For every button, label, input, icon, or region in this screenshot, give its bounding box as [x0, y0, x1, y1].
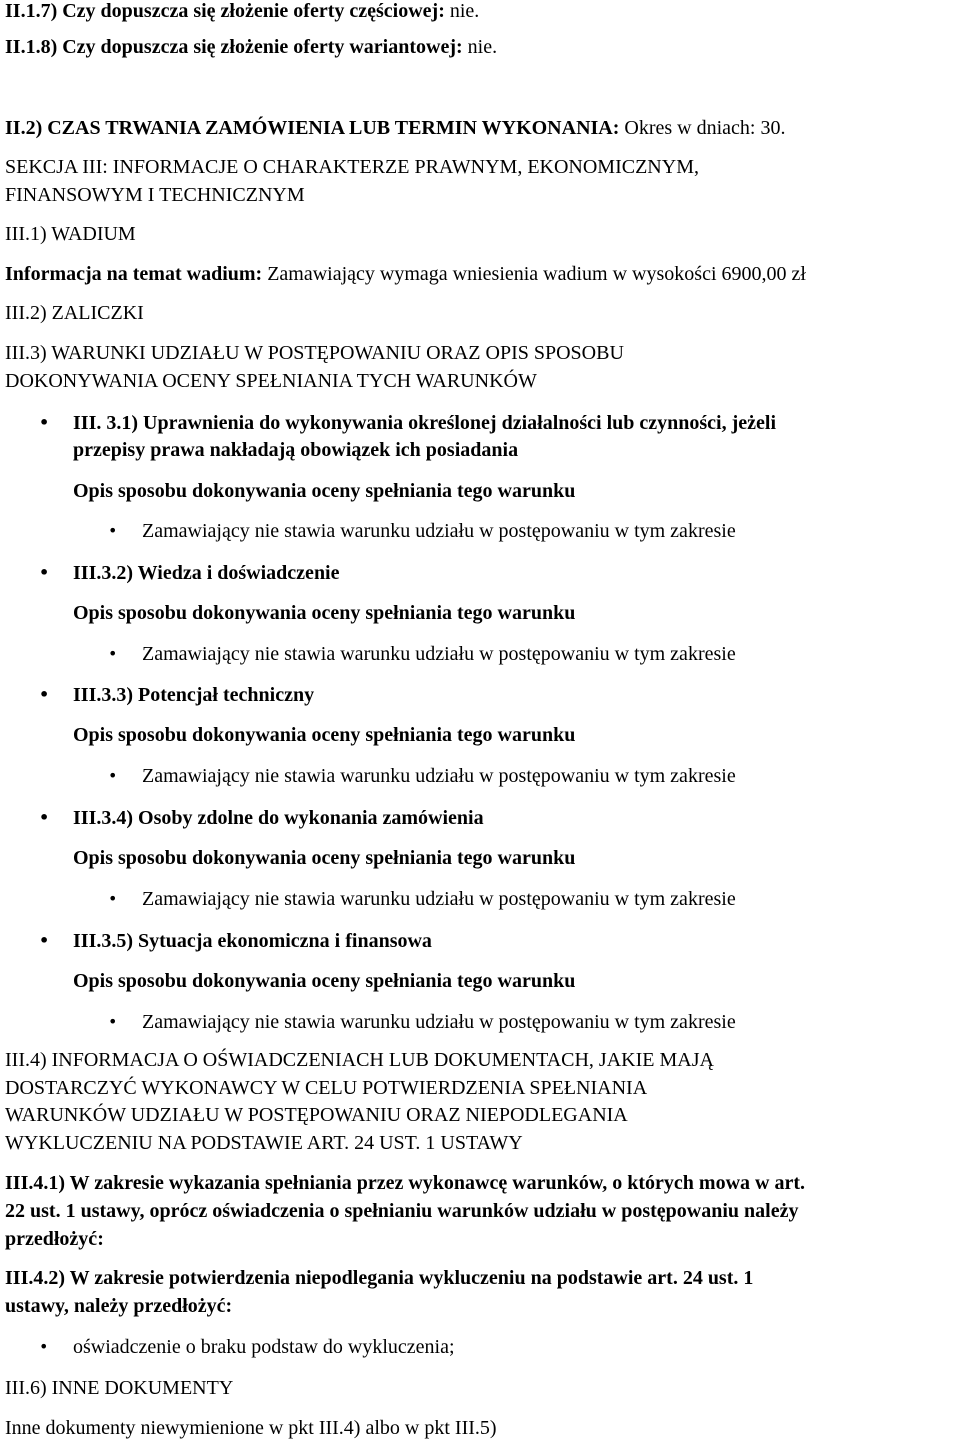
condition-desc-value: • Zamawiający nie stawia warunku udziału w postępowaniu w tym zakresie [142, 640, 736, 668]
field-label: II.1.8) Czy dopuszcza się złożenie oferty wariantowej: [5, 36, 463, 58]
subsection-heading: DOKONYWANIA OCENY SPEŁNIANIA TYCH WARUNKÓW [5, 370, 537, 392]
field-wadium [5, 260, 806, 288]
condition-title: • III. 3.1) Uprawnienia do wykonywania określonej działalności lub czynności, jeżeli [73, 409, 776, 437]
field-label: Informacja na temat wadium: [5, 263, 263, 285]
field-value: nie. [444, 0, 480, 22]
field-value: Zamawiający wymaga wniesienia wadium w wysokości 6900,00 zł [262, 263, 806, 285]
field-value: Okres w dniach: 30. [619, 117, 786, 139]
field-label: II.1.7) Czy dopuszcza się złożenie oferty częściowej: [5, 0, 445, 22]
list-item: • oświadczenie o braku podstaw do wykluczenia; [73, 1333, 455, 1361]
section-title: SEKCJA III: INFORMACJE O CHARAKTERZE PRAWNYM, EKONOMICZNYM, [5, 156, 699, 178]
condition-desc-value: • Zamawiający nie stawia warunku udziału w postępowaniu w tym zakresie [142, 1008, 736, 1036]
condition-desc-label: Opis sposobu dokonywania oceny spełniania tego warunku [73, 847, 576, 869]
subsection-heading: III.3) WARUNKI UDZIAŁU W POSTĘPOWANIU ORAZ OPIS SPOSOBU [5, 342, 624, 364]
paragraph-line: ustawy, należy przedłożyć: [5, 1295, 233, 1317]
condition-title: przepisy prawa nakładają obowiązek ich posiadania [73, 439, 519, 461]
condition-title: • III.3.2) Wiedza i doświadczenie [73, 559, 340, 587]
subsection-heading: WYKLUCZENIU NA PODSTAWIE ART. 24 UST. 1 USTAWY [5, 1132, 523, 1154]
condition-title: • III.3.4) Osoby zdolne do wykonania zamówienia [73, 804, 484, 832]
condition-desc-label: Opis sposobu dokonywania oceny spełniania tego warunku [73, 970, 576, 992]
subsection-heading: III.1) WADIUM [5, 223, 136, 245]
condition-desc-label: Opis sposobu dokonywania oceny spełniania tego warunku [73, 602, 576, 624]
field-variant-offer [5, 33, 497, 61]
field-value: nie. [462, 36, 498, 58]
paragraph-line: przedłożyć: [5, 1228, 104, 1250]
condition-desc-value: • Zamawiający nie stawia warunku udziału w postępowaniu w tym zakresie [142, 762, 736, 790]
subsection-heading: DOSTARCZYĆ WYKONAWCY W CELU POTWIERDZENIA SPEŁNIANIA [5, 1077, 648, 1099]
paragraph-line: Inne dokumenty niewymienione w pkt III.4) albo w pkt III.5) [5, 1417, 497, 1439]
paragraph-line: III.4.2) W zakresie potwierdzenia niepodlegania wykluczeniu na podstawie art. 24 ust. 1 [5, 1267, 754, 1289]
subsection-heading: III.4) INFORMACJA O OŚWIADCZENIACH LUB DOKUMENTACH, JAKIE MAJĄ [5, 1049, 714, 1071]
section-title: FINANSOWYM I TECHNICZNYM [5, 184, 305, 206]
subsection-heading: III.6) INNE DOKUMENTY [5, 1377, 234, 1399]
condition-desc-value: • Zamawiający nie stawia warunku udziału w postępowaniu w tym zakresie [142, 517, 736, 545]
paragraph-line: 22 ust. 1 ustawy, oprócz oświadczenia o spełnianiu warunków udziału w postępowaniu należy [5, 1200, 799, 1222]
condition-desc-value: • Zamawiający nie stawia warunku udziału w postępowaniu w tym zakresie [142, 885, 736, 913]
subsection-heading: III.2) ZALICZKI [5, 302, 144, 324]
condition-title: • III.3.3) Potencjał techniczny [73, 681, 314, 709]
subsection-heading: WARUNKÓW UDZIAŁU W POSTĘPOWANIU ORAZ NIEPODLEGANIA [5, 1104, 628, 1126]
condition-desc-label: Opis sposobu dokonywania oceny spełniania tego warunku [73, 724, 576, 746]
field-label: II.2) CZAS TRWANIA ZAMÓWIENIA LUB TERMIN WYKONANIA: [5, 117, 620, 139]
condition-title: • III.3.5) Sytuacja ekonomiczna i finansowa [73, 927, 432, 955]
condition-desc-label: Opis sposobu dokonywania oceny spełniania tego warunku [73, 480, 576, 502]
field-partial-offer [5, 0, 479, 25]
paragraph-line: III.4.1) W zakresie wykazania spełniania przez wykonawcę warunków, o których mowa w art. [5, 1172, 806, 1194]
field-duration [5, 114, 785, 142]
